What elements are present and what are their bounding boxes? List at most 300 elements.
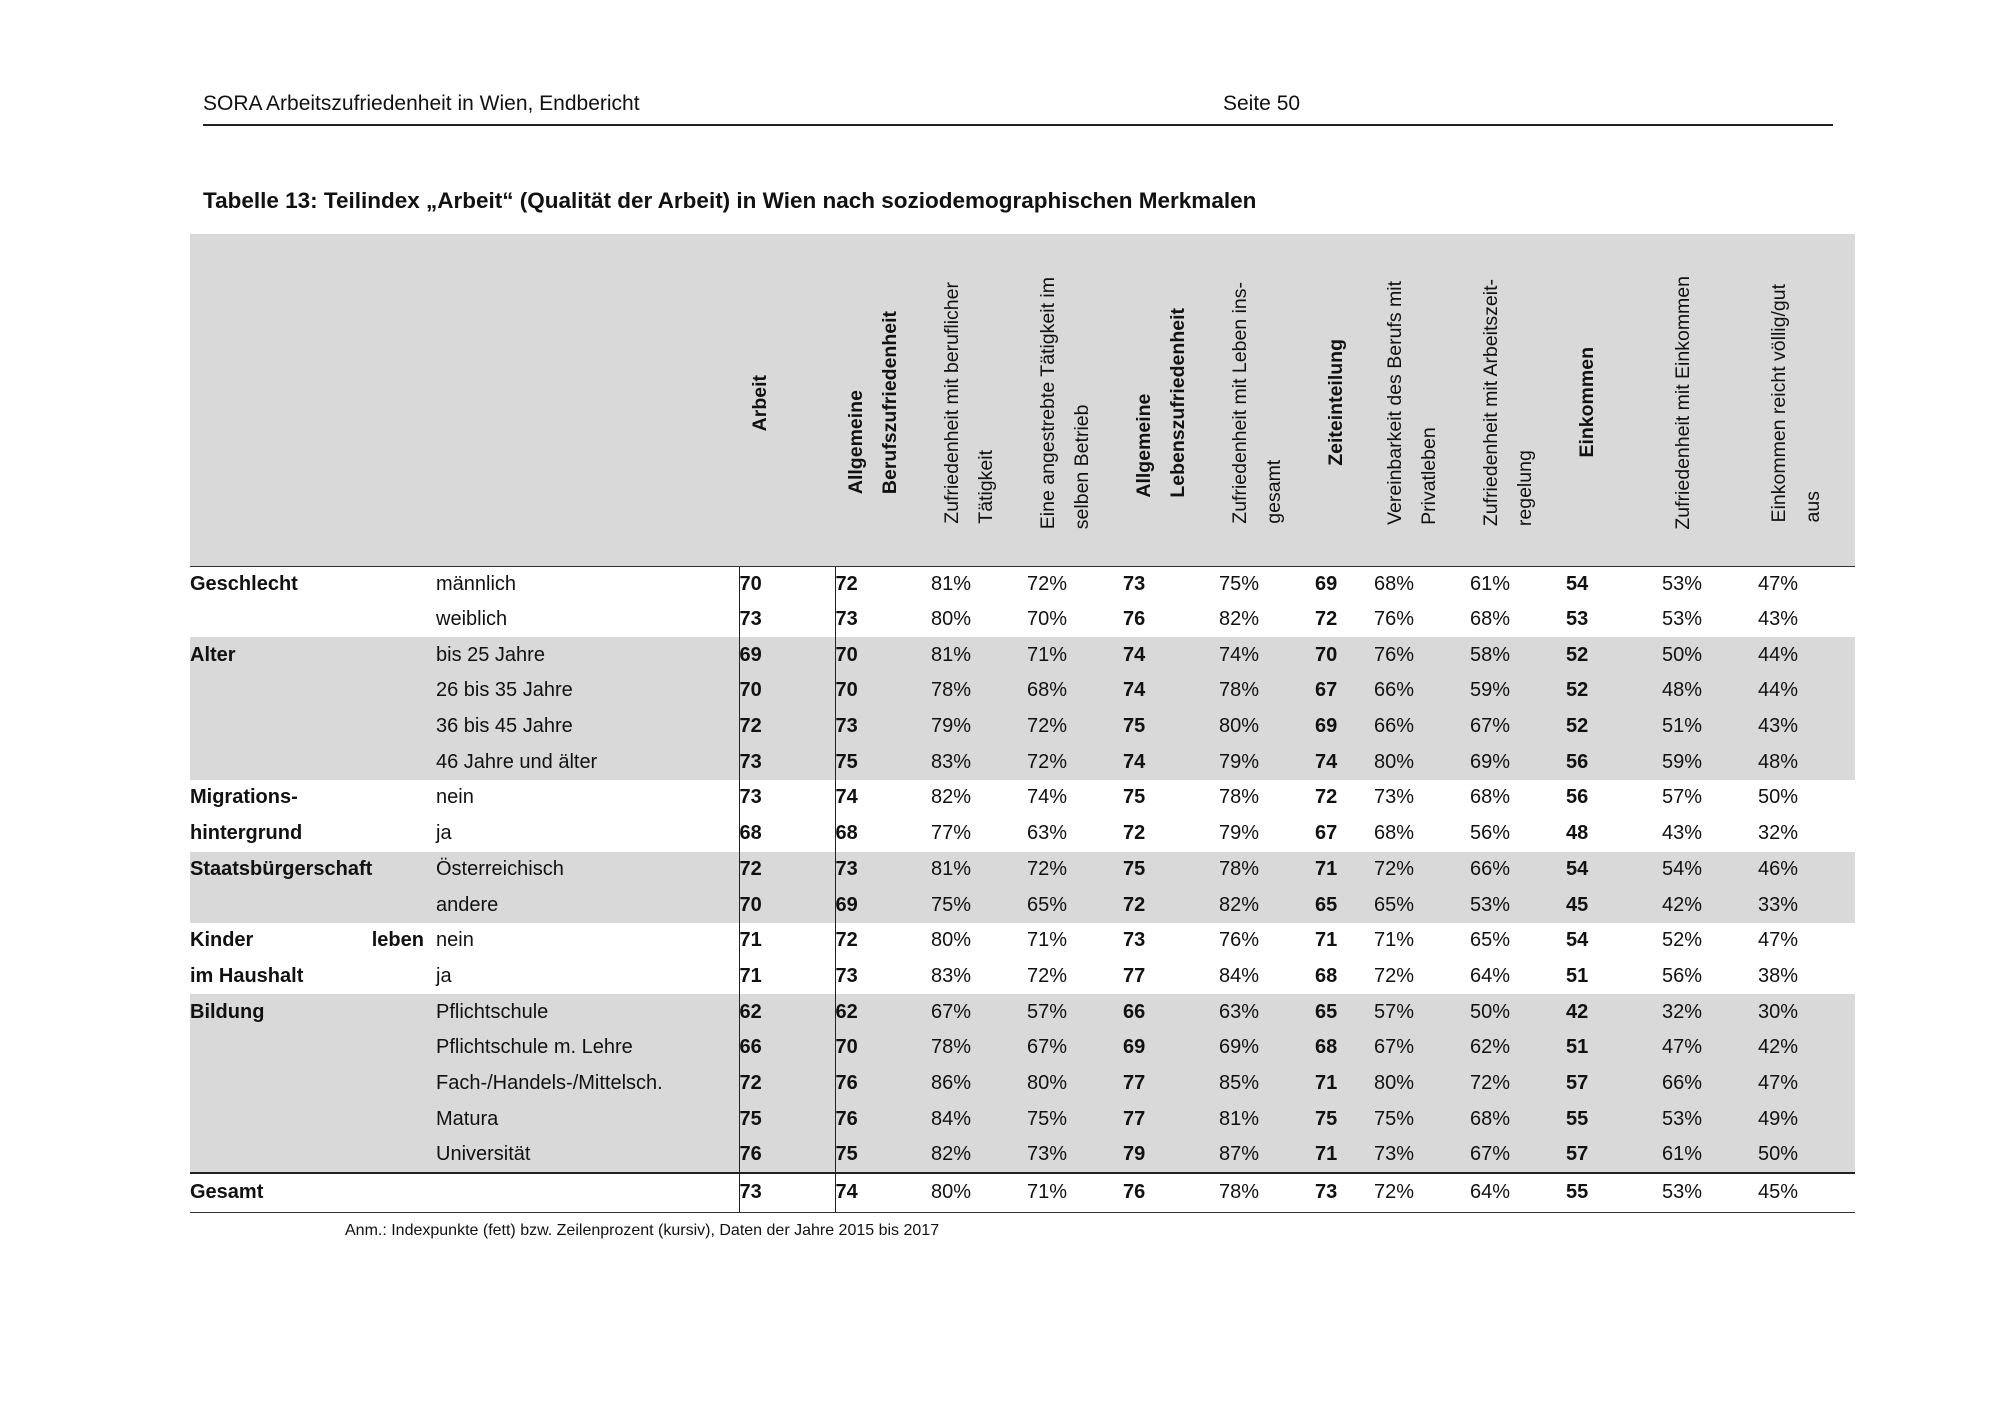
header-empty-cell: [190, 234, 436, 566]
table-cell: 71%: [1027, 929, 1068, 952]
table-cell: 72%: [1027, 572, 1068, 595]
group-label: [190, 1101, 436, 1137]
table-row: [190, 602, 1855, 638]
table-cell: 76: [835, 1066, 931, 1102]
table-cell: 52%: [1662, 929, 1703, 952]
table-cell: 50%: [1662, 637, 1758, 673]
table-cell: 62: [739, 994, 835, 1030]
table-cell: 55: [1566, 1101, 1662, 1137]
table-row: [190, 923, 1855, 959]
table-cell: 72: [739, 709, 835, 745]
column-header: [1470, 234, 1566, 566]
table-cell: 51: [1566, 964, 1589, 987]
table-cell: 66%: [1374, 673, 1470, 709]
table-cell: 47%: [1758, 1066, 1855, 1102]
table-cell: 56%: [1662, 964, 1703, 987]
group-label: [190, 1030, 436, 1066]
table-cell: 72%: [1027, 744, 1123, 780]
table-cell: 68%: [1374, 572, 1415, 595]
table-cell: 80%: [931, 608, 972, 631]
column-header-label: Eine angestrebte Tätigkeit im selben Betrieb: [1037, 276, 1093, 529]
table-cell: 74: [1315, 744, 1374, 780]
table-cell: 73: [835, 959, 931, 995]
table-cell: 69: [1315, 709, 1374, 745]
table-cell: 71%: [1027, 1173, 1123, 1213]
table-cell: 72%: [1027, 964, 1068, 987]
table-caption: Tabelle 13: Teilindex „Arbeit“ (Qualität der Arbeit) in Wien nach soziodemographischen Merkmalen: [203, 188, 1257, 213]
table-cell: 78%: [931, 673, 1027, 709]
table-cell: 81%: [931, 572, 972, 595]
row-label: Universität: [436, 1137, 739, 1173]
table-cell: 42%: [1758, 1030, 1855, 1066]
table-cell: 61%: [1662, 1137, 1758, 1173]
table-cell: 82%: [1219, 887, 1315, 923]
total-label: Gesamt: [190, 1173, 436, 1213]
group-label: [190, 887, 436, 923]
table-cell: 63%: [1027, 822, 1068, 845]
table-cell: 65%: [1470, 929, 1511, 952]
table-cell: 70: [739, 673, 835, 709]
table-cell: 65%: [1027, 887, 1123, 923]
data-table: [190, 234, 1855, 1213]
table-cell: 73: [835, 852, 931, 888]
table-cell: 69%: [1219, 1030, 1315, 1066]
table-cell: 77%: [931, 822, 972, 845]
column-header-label: Zufriedenheit mit Arbeitszeit- regelung: [1480, 279, 1536, 527]
table-cell: 70: [835, 637, 931, 673]
table-cell: 75%: [1027, 1101, 1123, 1137]
group-label: [190, 744, 436, 780]
table-cell: 62: [835, 994, 931, 1030]
table-cell: 42%: [1662, 887, 1758, 923]
column-header: [1662, 234, 1758, 566]
table-cell: 57: [1566, 1066, 1662, 1102]
table-cell: 72: [1123, 887, 1219, 923]
table-cell: 68%: [1470, 1101, 1566, 1137]
total-row: [190, 1173, 1855, 1213]
table-cell: 70: [835, 1030, 931, 1066]
table-cell: 72%: [1470, 1066, 1566, 1102]
column-header-label: Zufriedenheit mit Leben ins- gesamt: [1229, 281, 1285, 524]
table-cell: 70: [835, 673, 931, 709]
table-cell: 73: [739, 780, 835, 816]
table-cell: 82%: [931, 786, 972, 809]
table-cell: 62%: [1470, 1030, 1566, 1066]
table-cell: 79%: [1219, 822, 1260, 845]
table-cell: 53%: [1662, 572, 1703, 595]
table-cell: 53%: [1470, 887, 1566, 923]
table-cell: 71: [1315, 852, 1374, 888]
table-row: [190, 1101, 1855, 1137]
table-header-row: [190, 234, 1855, 566]
header-empty-cell: [436, 234, 739, 566]
row-label: Fach-/Handels-/Mittelsch.: [436, 1066, 739, 1102]
group-label: [190, 673, 436, 709]
column-header: [1374, 234, 1470, 566]
table-cell: 63%: [1219, 994, 1315, 1030]
table-cell: 43%: [1758, 709, 1855, 745]
group-label: im Haushalt: [190, 964, 304, 987]
table-cell: 76%: [1374, 637, 1470, 673]
table-cell: 54: [1566, 572, 1589, 595]
row-label: Pflichtschule: [436, 994, 739, 1030]
table-cell: 78%: [1219, 673, 1315, 709]
row-label: ja: [436, 822, 452, 845]
table-cell: 72: [739, 852, 835, 888]
table-cell: 68: [1315, 1030, 1374, 1066]
table-cell: 74: [1123, 744, 1219, 780]
table-cell: 67%: [1027, 1030, 1123, 1066]
row-label: 36 bis 45 Jahre: [436, 709, 739, 745]
table-cell: 64%: [1470, 1173, 1566, 1213]
table-cell: 72: [1123, 822, 1146, 845]
table-cell: 72: [1315, 786, 1338, 809]
group-label: Geschlecht: [190, 572, 298, 595]
table-cell: 69%: [1470, 744, 1566, 780]
group-label: [190, 709, 436, 745]
table-cell: 81%: [931, 852, 1027, 888]
table-cell: 72%: [1027, 852, 1123, 888]
table-cell: 70%: [1027, 608, 1068, 631]
header-title: SORA Arbeitszufriedenheit in Wien, Endbericht: [203, 92, 640, 115]
table-cell: 53%: [1662, 1101, 1758, 1137]
table-cell: 78%: [1219, 786, 1260, 809]
table-cell: 85%: [1219, 1066, 1315, 1102]
table-cell: 65: [1315, 887, 1374, 923]
column-header: [739, 234, 835, 566]
table-cell: 45%: [1758, 1173, 1855, 1213]
table-cell: 73: [739, 1173, 835, 1213]
table-cell: 68: [1315, 964, 1338, 987]
table-cell: 73: [1123, 572, 1146, 595]
column-header-label: Zufriedenheit mit beruflicher Tätigkeit: [941, 281, 997, 524]
column-header-label: Vereinbarkeit des Berufs mit Privatleben: [1384, 280, 1440, 525]
table-cell: 64%: [1470, 964, 1511, 987]
table-cell: 77: [1123, 1101, 1219, 1137]
table-cell: 74%: [1219, 637, 1315, 673]
table-cell: 82%: [931, 1137, 1027, 1173]
row-label: [436, 1173, 739, 1213]
table-cell: 81%: [1219, 1101, 1315, 1137]
table-cell: 52: [1566, 709, 1662, 745]
table-cell: 59%: [1662, 744, 1758, 780]
table-cell: 68: [739, 816, 835, 852]
table-cell: 67%: [1470, 1137, 1566, 1173]
column-header-label: Einkommen reicht völlig/gut aus: [1768, 283, 1824, 522]
table-cell: 43%: [1662, 822, 1703, 845]
table-cell: 57: [1566, 1137, 1662, 1173]
table-cell: 42: [1566, 994, 1662, 1030]
table-cell: 75: [1123, 786, 1146, 809]
table-cell: 77: [1123, 1066, 1219, 1102]
table-cell: 66: [1123, 994, 1219, 1030]
table-cell: 59%: [1470, 673, 1566, 709]
table-cell: 55: [1566, 1173, 1662, 1213]
table-cell: 75: [739, 1101, 835, 1137]
table-cell: 67%: [1470, 709, 1566, 745]
table-cell: 66%: [1662, 1066, 1758, 1102]
table-cell: 83%: [931, 744, 1027, 780]
table-cell: 76: [835, 1101, 931, 1137]
table-cell: 84%: [931, 1101, 1027, 1137]
table-cell: 30%: [1758, 994, 1855, 1030]
table-row: [190, 1137, 1855, 1173]
table-cell: 75%: [1219, 572, 1260, 595]
table-cell: 66%: [1374, 709, 1470, 745]
table-cell: 69: [739, 637, 835, 673]
table-cell: 71: [739, 923, 835, 959]
table-cell: 74: [1123, 673, 1219, 709]
group-label: [190, 602, 436, 638]
table-cell: 76: [739, 1137, 835, 1173]
group-label: Staatsbürgerschaft: [190, 852, 436, 888]
table-cell: 84%: [1219, 964, 1260, 987]
table-cell: 76: [1123, 1173, 1219, 1213]
column-header: [931, 234, 1027, 566]
table-cell: 74: [835, 1173, 931, 1213]
table-cell: 72%: [1027, 709, 1123, 745]
table-cell: 76%: [1219, 929, 1260, 952]
column-header-label: Allgemeine Lebenszufriedenheit: [1133, 307, 1189, 498]
table-cell: 74%: [1027, 786, 1068, 809]
table-cell: 57%: [1662, 786, 1703, 809]
table-row: [190, 887, 1855, 923]
table-cell: 51: [1566, 1030, 1662, 1066]
row-label: bis 25 Jahre: [436, 637, 739, 673]
table-cell: 68%: [1470, 608, 1511, 631]
table-cell: 53%: [1662, 1173, 1758, 1213]
table-cell: 53: [1566, 608, 1589, 631]
table-row: [190, 959, 1855, 995]
table-cell: 80%: [1027, 1066, 1123, 1102]
table-cell: 45: [1566, 887, 1662, 923]
row-label: nein: [436, 786, 474, 809]
table-row: [190, 566, 1855, 602]
table-cell: 81%: [931, 637, 1027, 673]
table-cell: 72: [739, 1066, 835, 1102]
row-label: nein: [436, 929, 474, 952]
row-label: andere: [436, 887, 739, 923]
table-cell: 78%: [1219, 1173, 1315, 1213]
table-cell: 50%: [1758, 1137, 1855, 1173]
table-cell: 32%: [1662, 994, 1758, 1030]
table-cell: 33%: [1758, 887, 1855, 923]
group-label: Bildung: [190, 994, 436, 1030]
group-label-word: leben: [371, 929, 424, 952]
table-cell: 71: [739, 959, 835, 995]
table-cell: 79%: [1219, 744, 1315, 780]
page-header: [203, 92, 1833, 126]
table-cell: 73: [739, 744, 835, 780]
table-cell: 67%: [1374, 1030, 1470, 1066]
table-cell: 75%: [931, 887, 1027, 923]
table-cell: 80%: [1374, 1066, 1470, 1102]
table-note: Anm.: Indexpunkte (fett) bzw. Zeilenprozent (kursiv), Daten der Jahre 2015 bis 2017: [345, 1222, 940, 1239]
column-header-label: Arbeit: [749, 374, 771, 431]
table-cell: 75%: [1374, 1101, 1470, 1137]
table-cell: 52: [1566, 673, 1662, 709]
table-cell: 72: [835, 566, 931, 602]
column-header-label: Allgemeine Berufszufriedenheit: [845, 311, 901, 495]
column-header: [1123, 234, 1219, 566]
table-cell: 57%: [1027, 994, 1123, 1030]
column-header: [1315, 234, 1374, 566]
table-cell: 67: [1315, 822, 1338, 845]
table-cell: 47%: [1662, 1030, 1758, 1066]
row-label: Matura: [436, 1101, 739, 1137]
table-cell: 71%: [1374, 929, 1415, 952]
table-cell: 66%: [1470, 852, 1566, 888]
table-cell: 79: [1123, 1137, 1219, 1173]
table-cell: 71%: [1027, 637, 1123, 673]
table-cell: 76%: [1374, 608, 1415, 631]
table-cell: 73: [835, 709, 931, 745]
column-header: [1566, 234, 1662, 566]
table-cell: 50%: [1470, 994, 1566, 1030]
table-cell: 48: [1566, 822, 1589, 845]
table-cell: 70: [1315, 637, 1374, 673]
table-cell: 86%: [931, 1066, 1027, 1102]
table-cell: 68%: [1027, 673, 1123, 709]
table-row: [190, 709, 1855, 745]
table-cell: 73: [1123, 929, 1146, 952]
table-cell: 72%: [1374, 852, 1470, 888]
table-cell: 53%: [1662, 608, 1703, 631]
table-cell: 80%: [1219, 709, 1315, 745]
table-cell: 65%: [1374, 887, 1470, 923]
table-cell: 32%: [1758, 822, 1799, 845]
table-row: [190, 994, 1855, 1030]
table-row: [190, 852, 1855, 888]
table-cell: 73: [835, 602, 931, 638]
table-cell: 75: [1315, 1101, 1374, 1137]
table-row: [190, 673, 1855, 709]
table-cell: 76: [1123, 608, 1146, 631]
column-header: [1758, 234, 1855, 566]
table-cell: 71: [1315, 1066, 1374, 1102]
table-cell: 75: [1123, 709, 1219, 745]
table-cell: 51%: [1662, 709, 1758, 745]
row-label: Pflichtschule m. Lehre: [436, 1030, 739, 1066]
table-cell: 75: [1123, 852, 1219, 888]
table-cell: 78%: [1219, 852, 1315, 888]
table-cell: 71: [1315, 929, 1338, 952]
table-cell: 72: [1315, 608, 1338, 631]
table-cell: 46%: [1758, 852, 1855, 888]
column-header: [1219, 234, 1315, 566]
row-label: weiblich: [436, 608, 508, 631]
table-cell: 38%: [1758, 964, 1799, 987]
table-cell: 57%: [1374, 994, 1470, 1030]
table-cell: 87%: [1219, 1137, 1315, 1173]
row-label: 26 bis 35 Jahre: [436, 673, 739, 709]
column-header-label: Zufriedenheit mit Einkommen: [1672, 275, 1694, 530]
table-cell: 69: [835, 887, 931, 923]
table-cell: 44%: [1758, 673, 1855, 709]
table-cell: 68%: [1470, 786, 1511, 809]
row-label: Österreichisch: [436, 852, 739, 888]
table-cell: 72: [835, 923, 931, 959]
table-cell: 74: [835, 780, 931, 816]
table-cell: 54: [1566, 929, 1589, 952]
row-label: ja: [436, 964, 452, 987]
table-cell: 79%: [931, 709, 1027, 745]
page-number: Seite 50: [1223, 92, 1301, 115]
table-cell: 47%: [1758, 572, 1799, 595]
table-cell: 56%: [1470, 822, 1511, 845]
table-cell: 67%: [931, 994, 1027, 1030]
table-cell: 80%: [931, 929, 972, 952]
table-cell: 48%: [1758, 744, 1855, 780]
table-cell: 77: [1123, 964, 1146, 987]
table-cell: 66: [739, 1030, 835, 1066]
table-row: [190, 1066, 1855, 1102]
table-row: [190, 1030, 1855, 1066]
table-cell: 69: [1315, 572, 1338, 595]
table-cell: 48%: [1662, 673, 1758, 709]
group-label-word: Kinder: [190, 929, 254, 952]
row-label: 46 Jahre und älter: [436, 744, 739, 780]
table-cell: 71: [1315, 1137, 1374, 1173]
row-label: männlich: [436, 572, 517, 595]
group-label: [190, 1066, 436, 1102]
group-label: hintergrund: [190, 822, 303, 845]
table-cell: 43%: [1758, 608, 1799, 631]
table-cell: 68%: [1374, 822, 1415, 845]
table-row: [190, 780, 1855, 816]
table-cell: 75: [835, 744, 931, 780]
table-cell: 74: [1123, 637, 1219, 673]
table-cell: 47%: [1758, 929, 1799, 952]
table-cell: 83%: [931, 964, 972, 987]
group-label: Alter: [190, 637, 436, 673]
table-cell: 52: [1566, 637, 1662, 673]
table-cell: 54: [1566, 852, 1662, 888]
table-row: [190, 744, 1855, 780]
table-cell: 68: [835, 816, 931, 852]
table-cell: 44%: [1758, 637, 1855, 673]
table-row: [190, 816, 1855, 852]
table-cell: 61%: [1470, 572, 1511, 595]
table-cell: 73%: [1374, 786, 1415, 809]
table-cell: 67: [1315, 673, 1374, 709]
table-cell: 80%: [1374, 744, 1470, 780]
table-cell: 78%: [931, 1030, 1027, 1066]
table-cell: 65: [1315, 994, 1374, 1030]
table-cell: 49%: [1758, 1101, 1855, 1137]
table-cell: 56: [1566, 786, 1589, 809]
column-header-label: Zeiteinteilung: [1325, 339, 1347, 467]
table-row: [190, 637, 1855, 673]
table-cell: 73%: [1374, 1137, 1470, 1173]
column-header-label: Einkommen: [1576, 347, 1598, 459]
table-cell: 72%: [1374, 964, 1415, 987]
table-cell: 75: [835, 1137, 931, 1173]
table-cell: 73: [1315, 1173, 1374, 1213]
table-cell: 72%: [1374, 1173, 1470, 1213]
table-cell: 82%: [1219, 608, 1260, 631]
group-label: Migrations-: [190, 786, 298, 809]
table-cell: 69: [1123, 1030, 1219, 1066]
table-cell: 80%: [931, 1173, 1027, 1213]
table-cell: 56: [1566, 744, 1662, 780]
group-label: [190, 923, 436, 959]
column-header: [1027, 234, 1123, 566]
table-cell: 50%: [1758, 786, 1799, 809]
table-cell: 54%: [1662, 852, 1758, 888]
table-cell: 70: [739, 566, 835, 602]
table-cell: 73: [739, 602, 835, 638]
